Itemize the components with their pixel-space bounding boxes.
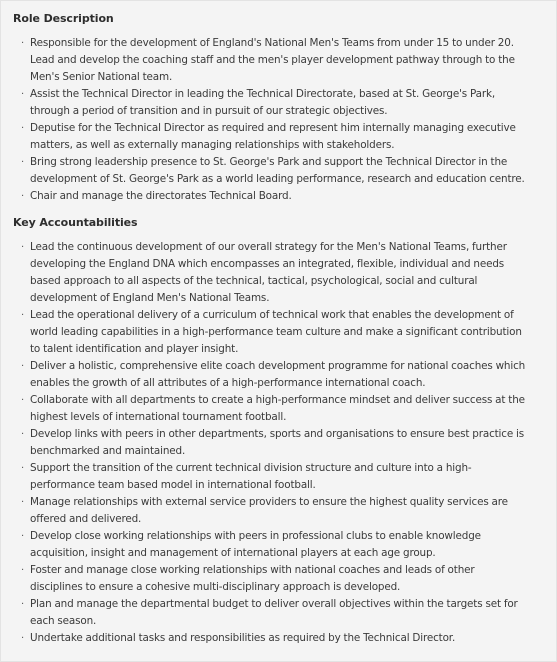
bullet-icon: ·: [21, 497, 25, 508]
bullet-icon: ·: [21, 157, 25, 168]
list-item: [13, 358, 530, 392]
list-item-text: Plan and manage the departmental budget to deliver overall objectives within the targets set for each season.: [30, 598, 518, 627]
key-accountabilities-heading: Key Accountabilities: [13, 216, 138, 229]
bullet-icon: ·: [21, 429, 25, 440]
list-item-text: Deliver a holistic, comprehensive elite coach development programme for national coaches which enables the growth of all attributes of a high-performance international coach.: [30, 360, 526, 389]
list-item-text: Develop close working relationships with peers in professional clubs to enable knowledge acquisition, insight and management of international players at each age group.: [30, 530, 481, 559]
bullet-icon: ·: [21, 361, 25, 372]
key-accountabilities-list: [13, 239, 546, 647]
role-description-list: [13, 35, 546, 205]
role-description-heading: Role Description: [13, 12, 114, 25]
list-item-text: Assist the Technical Director in leading the Technical Directorate, based at St. George's Park, through a period of transition and in pursuit of our strategic objectives.: [30, 88, 496, 117]
list-item-text: Deputise for the Technical Director as required and represent him internally managing executive matters, as well as externally managing relationships with stakeholders.: [30, 122, 516, 151]
list-item-text: Lead the operational delivery of a curriculum of technical work that enables the development of world leading capabilities in a high-performance team culture and make a significant contribution to talent identification and player insight.: [30, 309, 522, 355]
list-item-text: Support the transition of the current technical division structure and culture into a high-performance team based model in international football.: [30, 462, 472, 491]
bullet-icon: ·: [21, 531, 25, 542]
bullet-icon: ·: [21, 191, 25, 202]
bullet-icon: ·: [21, 310, 25, 321]
bullet-icon: ·: [21, 599, 25, 610]
list-item: [13, 596, 530, 630]
list-item: [13, 86, 530, 120]
list-item-text: Foster and manage close working relationships with national coaches and leads of other disciplines to ensure a cohesive multi-disciplinary approach is developed.: [30, 564, 475, 593]
list-item-text: Develop links with peers in other departments, sports and organisations to ensure best practice is benchmarked and maintained.: [30, 428, 525, 457]
list-item-text: Chair and manage the directorates Technical Board.: [30, 190, 292, 202]
list-item: [13, 528, 530, 562]
list-item: [13, 460, 530, 494]
list-item-text: Manage relationships with external service providers to ensure the highest quality services are offered and delivered.: [30, 496, 508, 525]
list-item-text: Collaborate with all departments to create a high-performance mindset and deliver success at the highest levels of international tournament football.: [30, 394, 525, 423]
list-item: [13, 35, 530, 86]
list-item-text: Lead the continuous development of our overall strategy for the Men's National Teams, further developing the England DNA which encompasses an integrated, flexible, individual and needs based approach to all aspects of the technical, tactical, psychological, social and cultural development of England Men's National Teams.: [30, 241, 507, 304]
list-item-text: Undertake additional tasks and responsibilities as required by the Technical Director.: [30, 632, 456, 644]
bullet-icon: ·: [21, 89, 25, 100]
bullet-icon: ·: [21, 463, 25, 474]
bullet-icon: ·: [21, 565, 25, 576]
list-item: [13, 154, 530, 188]
bullet-icon: ·: [21, 395, 25, 406]
list-item: [13, 426, 530, 460]
list-item: [13, 630, 530, 647]
bullet-icon: ·: [21, 633, 25, 644]
list-item: [13, 307, 530, 358]
bullet-icon: ·: [21, 38, 25, 49]
list-item: [13, 120, 530, 154]
list-item: [13, 392, 530, 426]
list-item-text: Responsible for the development of England's National Men's Teams from under 15 to under 20. Lead and develop the coaching staff and the men's player development pathway through to the Men's Senior National team.: [30, 37, 515, 83]
list-item: [13, 494, 530, 528]
bullet-icon: ·: [21, 123, 25, 134]
list-item: [13, 188, 530, 205]
list-item: [13, 239, 530, 307]
bullet-icon: ·: [21, 242, 25, 253]
list-item: [13, 562, 530, 596]
list-item-text: Bring strong leadership presence to St. George's Park and support the Technical Director in the development of St. George's Park as a world leading performance, research and education centre.: [30, 156, 525, 185]
